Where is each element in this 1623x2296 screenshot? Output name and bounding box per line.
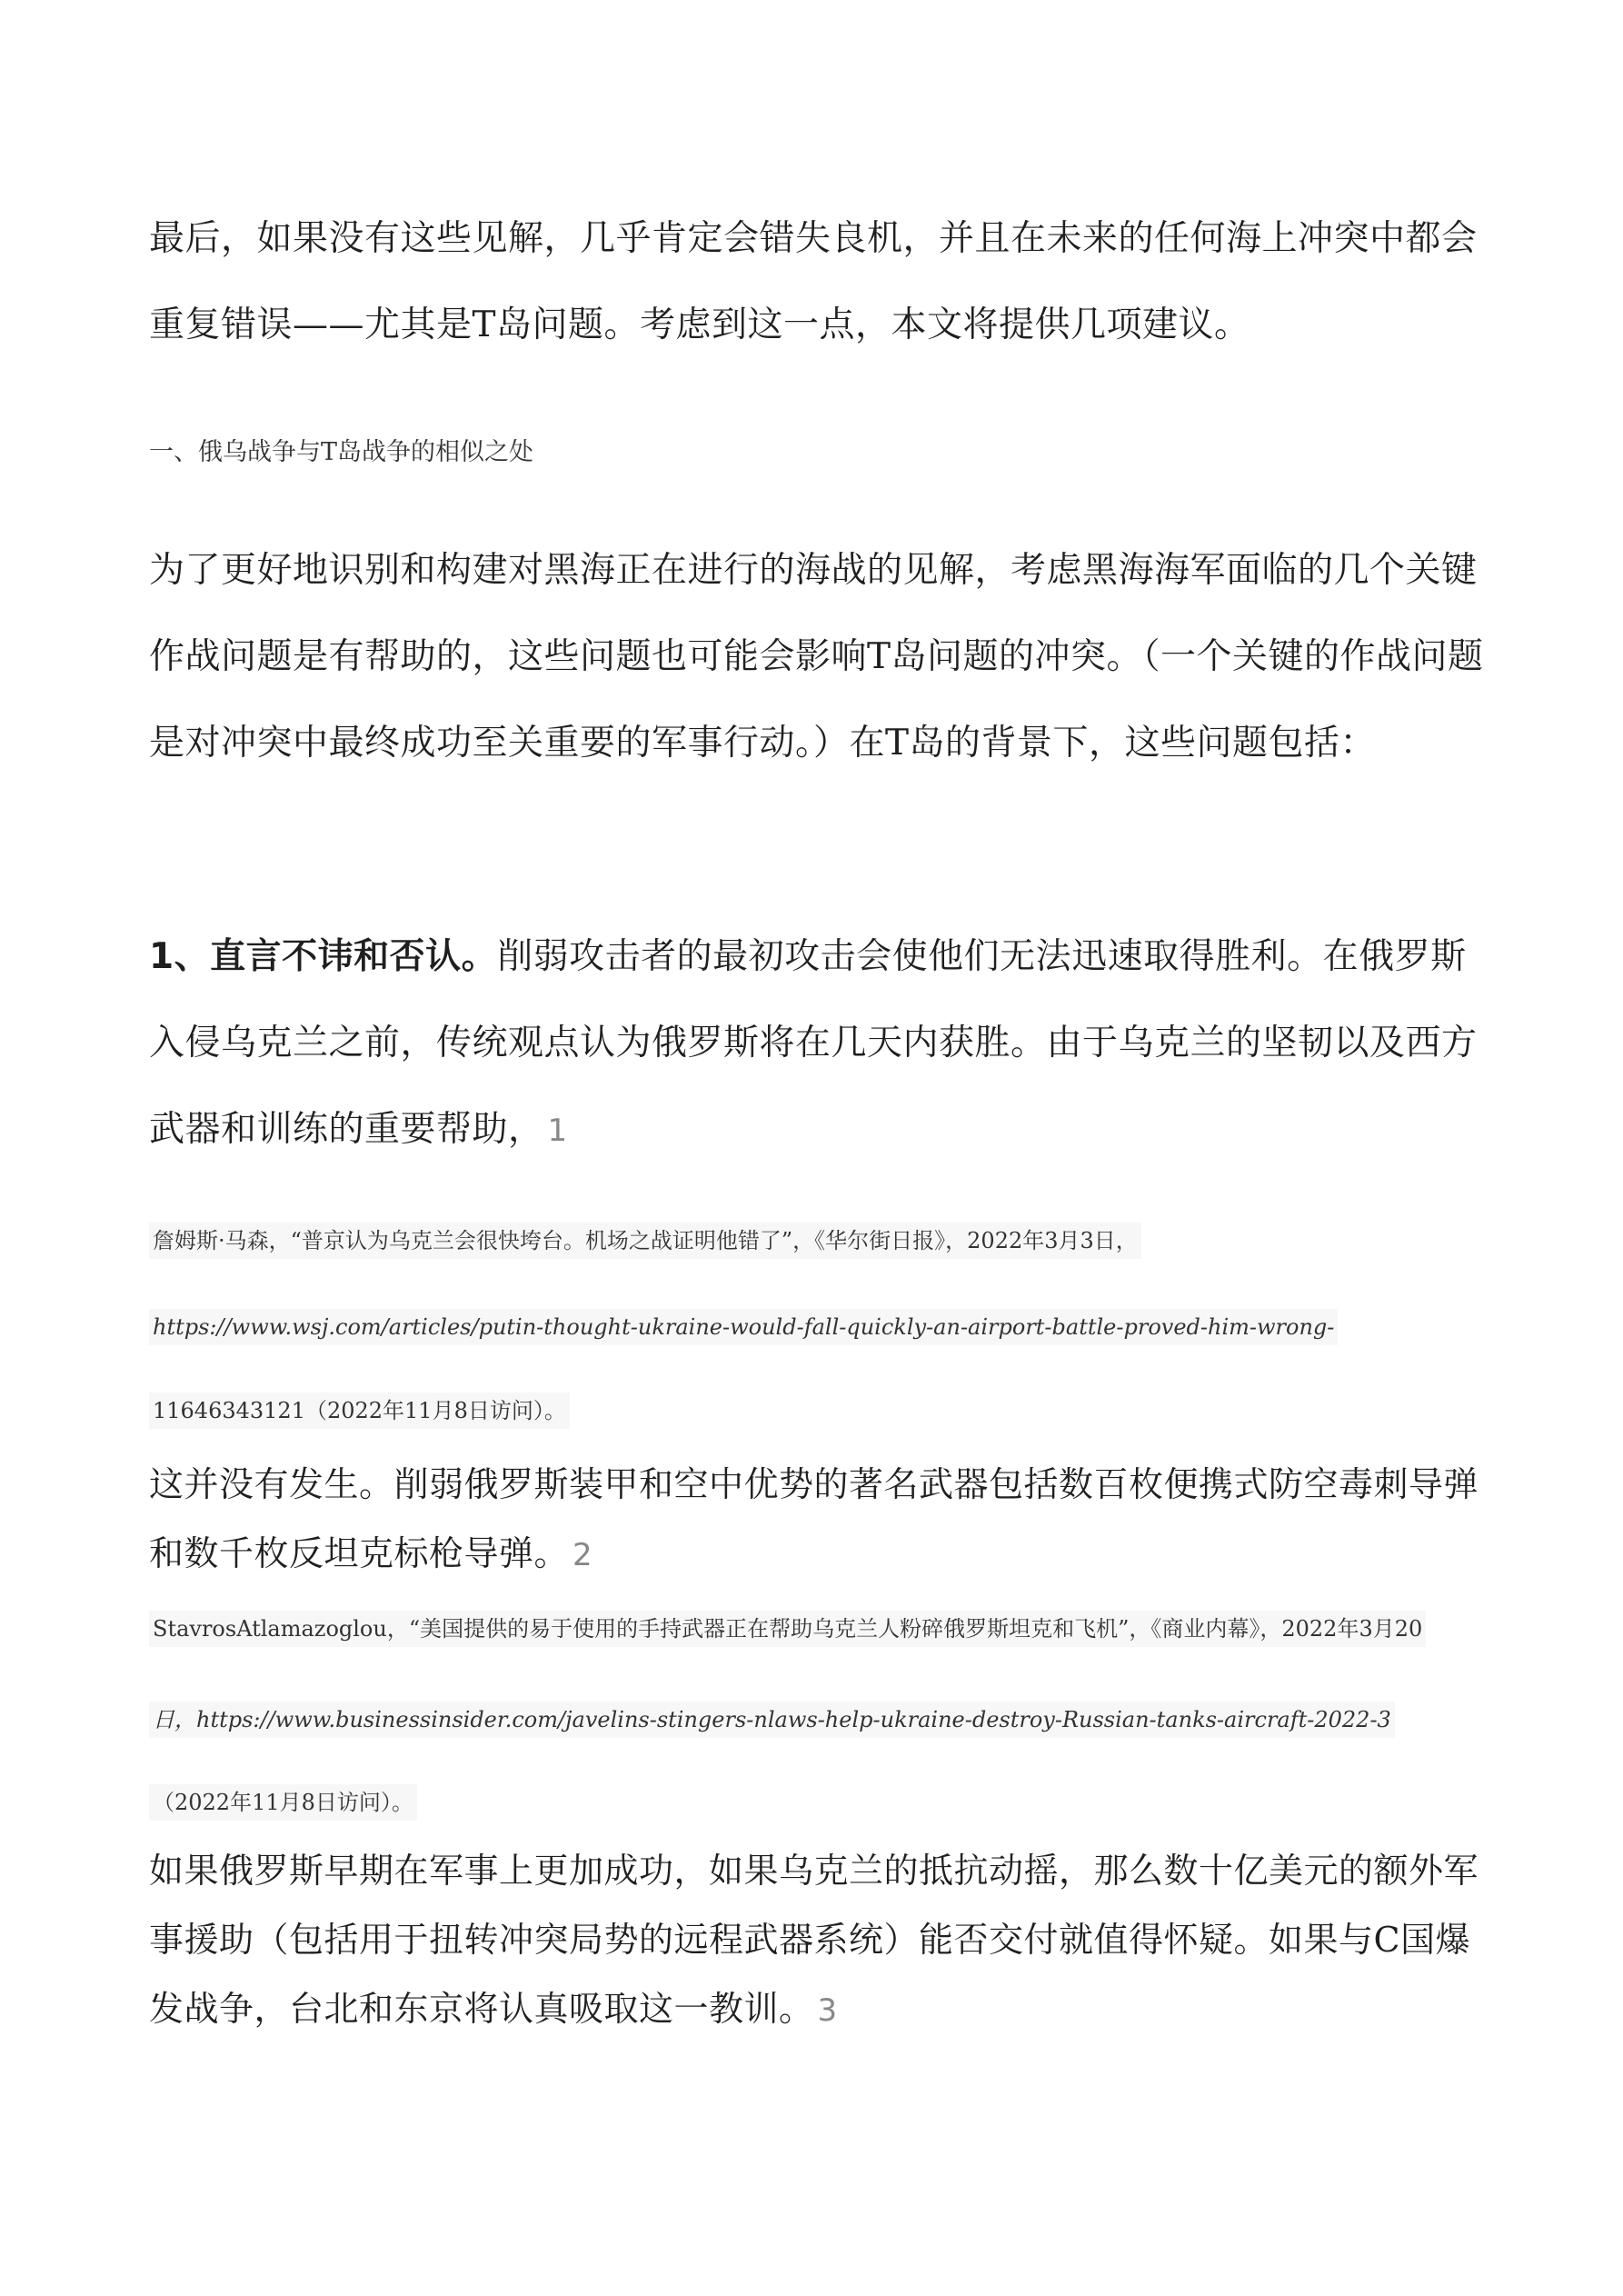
footnote-marker-2[interactable]: 2	[573, 1537, 593, 1573]
footnote-1-line-2	[149, 1309, 1338, 1345]
footnote-2-access: （2022年11月8日访问）。	[149, 1784, 417, 1821]
footnote-marker-1[interactable]: 1	[547, 1113, 568, 1149]
military-aid-text: 如果俄罗斯早期在军事上更加成功，如果乌克兰的抵抗动摇，那么数十亿美元的额外军事援助（包括用于扭转冲突局势的远程武器系统）能否交付就值得怀疑。如果与C国爆发战争，台北和东京将认真吸取这一教训。	[149, 1851, 1479, 2029]
paragraph-military-aid	[149, 1836, 1485, 2045]
footnote-2-line-2	[149, 1702, 1395, 1738]
section-heading: 一、俄乌战争与T岛战争的相似之处	[149, 438, 534, 466]
footnote-2-url[interactable]: 日，https://www.businessinsider.com/javelins-stingers-nlaws-help-ukraine-destroy-Russian-tanks-aircraft-2022-3	[149, 1702, 1395, 1738]
point-1-text: 削弱攻击者的最初攻击会使他们无法迅速取得胜利。在俄罗斯入侵乌克兰之前，传统观点认为俄罗斯将在几天内获胜。由于乌克兰的坚韧以及西方武器和训练的重要帮助，	[149, 936, 1478, 1150]
footnote-1-line-1	[149, 1223, 1141, 1259]
footnote-2-text: StavrosAtlamazoglou，“美国提供的易于使用的手持武器正在帮助乌克兰人粉碎俄罗斯坦克和飞机”，《商业内幕》，2022年3月20	[149, 1611, 1426, 1647]
paragraph-point-1	[149, 913, 1485, 1174]
paragraph-operational-problems: 为了更好地识别和构建对黑海正在进行的海战的见解，考虑黑海海军面临的几个关键作战问题是有帮助的，这些问题也可能会影响T岛问题的冲突。（一个关键的作战问题是对冲突中最终成功至关重要的军事行动。）在T岛的背景下，这些问题包括：	[149, 550, 1484, 764]
paragraph-weapons	[149, 1450, 1485, 1590]
weapons-text: 这并没有发生。削弱俄罗斯装甲和空中优势的著名武器包括数百枚便携式防空毒刺导弹和数千枚反坦克标枪导弹。	[149, 1464, 1479, 1573]
footnote-1-text: 詹姆斯·马森，“普京认为乌克兰会很快垮台。机场之战证明他错了”，《华尔街日报》，2022年3月3日，	[149, 1223, 1141, 1259]
paragraph-conclusion: 最后，如果没有这些见解，几乎肯定会错失良机，并且在未来的任何海上冲突中都会重复错误——尤其是T岛问题。考虑到这一点，本文将提供几项建议。	[149, 218, 1478, 345]
footnote-2-line-3	[149, 1784, 417, 1821]
footnote-1-line-3	[149, 1393, 570, 1429]
point-1-title: 1、直言不讳和否认。	[149, 936, 498, 977]
footnote-1-url[interactable]: https://www.wsj.com/articles/putin-thought-ukraine-would-fall-quickly-an-airport-battle-proved-him-wrong-	[149, 1309, 1338, 1345]
footnote-2-line-1	[149, 1611, 1426, 1647]
footnote-marker-3[interactable]: 3	[817, 1992, 838, 2029]
footnote-1-access: 11646343121（2022年11月8日访问）。	[149, 1393, 570, 1429]
